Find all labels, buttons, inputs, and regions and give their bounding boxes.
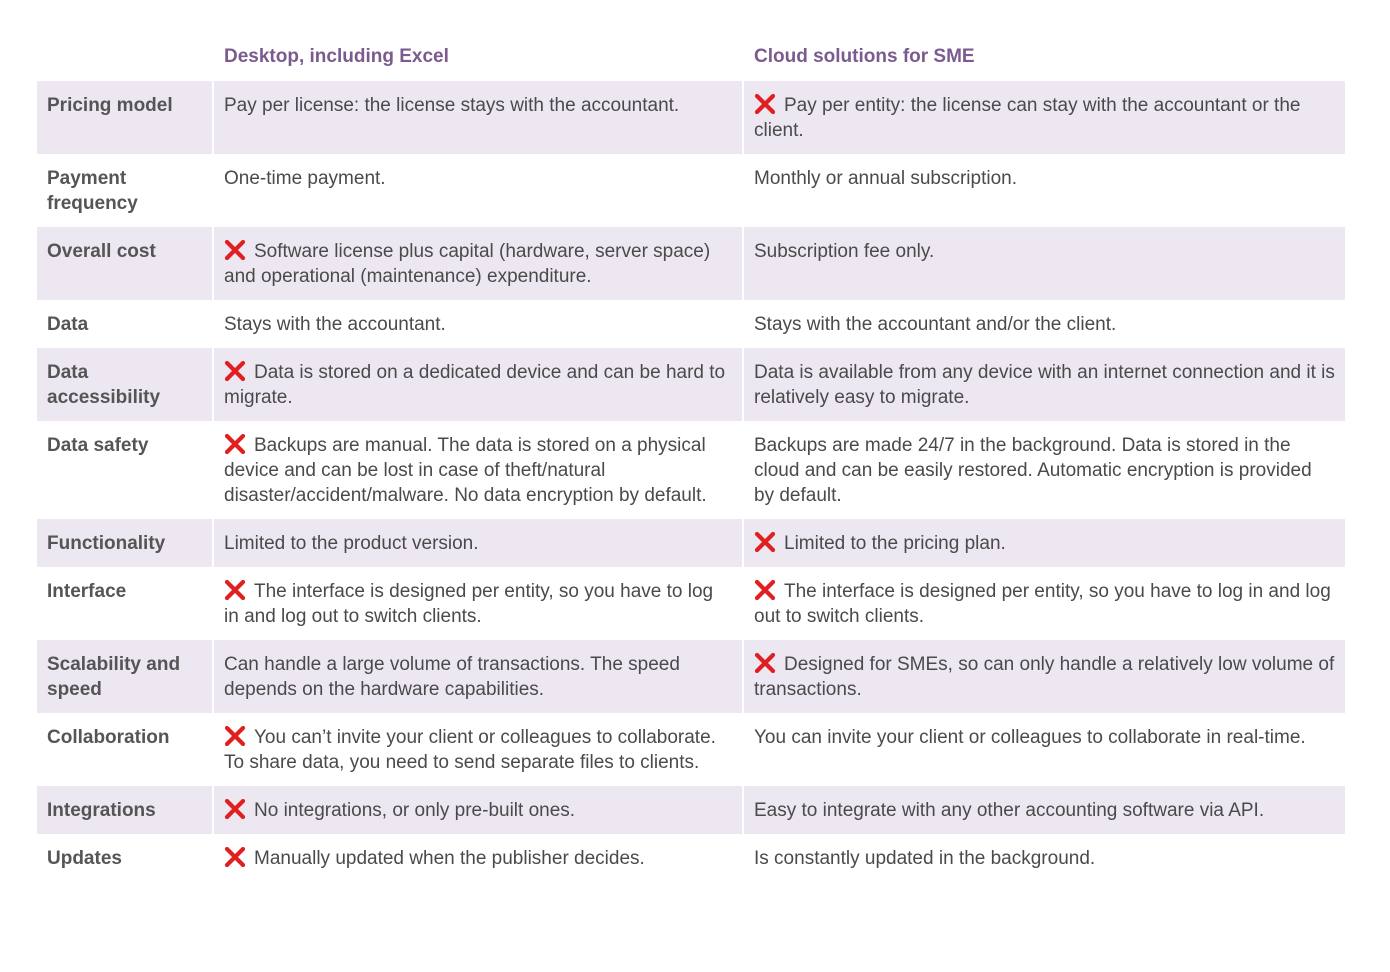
row-label: Payment frequency: [47, 168, 138, 214]
desktop-text: Can handle a large volume of transactions. The speed depends on the hardware capabilities.: [224, 654, 680, 700]
cloud-text: Monthly or annual subscription.: [754, 168, 1017, 189]
cloud-cell: [744, 300, 1345, 348]
comparison-table: [37, 34, 1343, 882]
desktop-text: Data is stored on a dedicated device and can be hard to migrate.: [224, 362, 726, 408]
desktop-cell: [214, 227, 742, 300]
table-row: [37, 519, 1343, 567]
cloud-text: Subscription fee only.: [754, 241, 935, 262]
row-label: Interface: [47, 581, 127, 602]
desktop-cell: [214, 834, 742, 882]
table-row: [37, 81, 1343, 154]
cross-icon: [754, 94, 776, 114]
cloud-text: Limited to the pricing plan.: [784, 533, 1006, 554]
table-row: [37, 786, 1343, 834]
cloud-text: You can invite your client or colleagues to collaborate in real-time.: [754, 727, 1306, 748]
header-criteria: [37, 34, 212, 81]
desktop-text: No integrations, or only pre-built ones.: [254, 800, 576, 821]
cloud-cell: [744, 519, 1345, 567]
table-row: [37, 713, 1343, 786]
table-row: [37, 300, 1343, 348]
cross-icon: [224, 240, 246, 260]
cross-icon: [754, 653, 776, 673]
desktop-text: Stays with the accountant.: [224, 314, 446, 335]
row-label: Overall cost: [37, 227, 212, 300]
desktop-cell: [214, 300, 742, 348]
desktop-text: Software license plus capital (hardware, server space) and operational (maintenance) expenditure.: [224, 241, 711, 287]
cross-icon: [224, 847, 246, 867]
desktop-cell: [214, 519, 742, 567]
table-row: [37, 227, 1343, 300]
desktop-text: Pay per license: the license stays with the accountant.: [224, 95, 680, 116]
desktop-text: Backups are manual. The data is stored on a physical device and can be lost in case of theft/natural disaster/accident/malware. No data encryption by default.: [224, 435, 707, 506]
cloud-text: Pay per entity: the license can stay with the accountant or the client.: [754, 95, 1301, 141]
cloud-text: Backups are made 24/7 in the background. Data is stored in the cloud and can be easily restored. Automatic encryption is provided by default.: [754, 435, 1312, 506]
cloud-cell: [744, 421, 1345, 519]
cloud-text: Stays with the accountant and/or the client.: [754, 314, 1117, 335]
desktop-cell: [214, 154, 742, 227]
cross-icon: [224, 580, 246, 600]
table-body: [37, 81, 1343, 882]
cross-icon: [754, 532, 776, 552]
cloud-cell: [744, 834, 1345, 882]
cloud-cell: [744, 81, 1345, 154]
row-label: Scalability and speed: [37, 640, 212, 713]
desktop-text: Limited to the product version.: [224, 533, 479, 554]
cloud-cell: [744, 227, 1345, 300]
table-row: [37, 348, 1343, 421]
desktop-cell: [214, 81, 742, 154]
row-label: Collaboration: [47, 727, 170, 748]
desktop-cell: [214, 713, 742, 786]
row-label: Pricing model: [37, 81, 212, 154]
table-row: [37, 421, 1343, 519]
row-label: Data safety: [47, 435, 149, 456]
cross-icon: [224, 726, 246, 746]
table-row: [37, 640, 1343, 713]
header-desktop: Desktop, including Excel: [224, 46, 449, 67]
row-label: Data: [47, 314, 89, 335]
cloud-text: Easy to integrate with any other accounting software via API.: [754, 800, 1265, 821]
desktop-cell: [214, 567, 742, 640]
desktop-text: The interface is designed per entity, so you have to log in and log out to switch clients.: [224, 581, 714, 627]
table-row: [37, 834, 1343, 882]
row-label: Updates: [47, 848, 122, 869]
table-row: [37, 154, 1343, 227]
cross-icon: [754, 580, 776, 600]
desktop-text: You can’t invite your client or colleagues to collaborate. To share data, you need to send separate files to clients.: [224, 727, 716, 773]
desktop-text: One-time payment.: [224, 168, 386, 189]
desktop-text: Manually updated when the publisher decides.: [254, 848, 645, 869]
desktop-cell: [214, 640, 742, 713]
cloud-text: Is constantly updated in the background.: [754, 848, 1096, 869]
cross-icon: [224, 434, 246, 454]
cloud-text: Data is available from any device with an internet connection and it is relatively easy to migrate.: [754, 362, 1335, 408]
cross-icon: [224, 799, 246, 819]
cloud-cell: [744, 567, 1345, 640]
table-row: [37, 567, 1343, 640]
row-label: Functionality: [37, 519, 212, 567]
header-cloud: Cloud solutions for SME: [754, 46, 975, 67]
desktop-cell: [214, 421, 742, 519]
cloud-cell: [744, 640, 1345, 713]
row-label: Integrations: [37, 786, 212, 834]
table-header-row: [37, 34, 1343, 81]
cloud-text: Designed for SMEs, so can only handle a relatively low volume of transactions.: [754, 654, 1335, 700]
cloud-cell: [744, 713, 1345, 786]
row-label: Data accessibility: [37, 348, 212, 421]
desktop-cell: [214, 786, 742, 834]
cloud-cell: [744, 154, 1345, 227]
cloud-cell: [744, 786, 1345, 834]
cloud-cell: [744, 348, 1345, 421]
cross-icon: [224, 361, 246, 381]
cloud-text: The interface is designed per entity, so you have to log in and log out to switch clients.: [754, 581, 1331, 627]
desktop-cell: [214, 348, 742, 421]
